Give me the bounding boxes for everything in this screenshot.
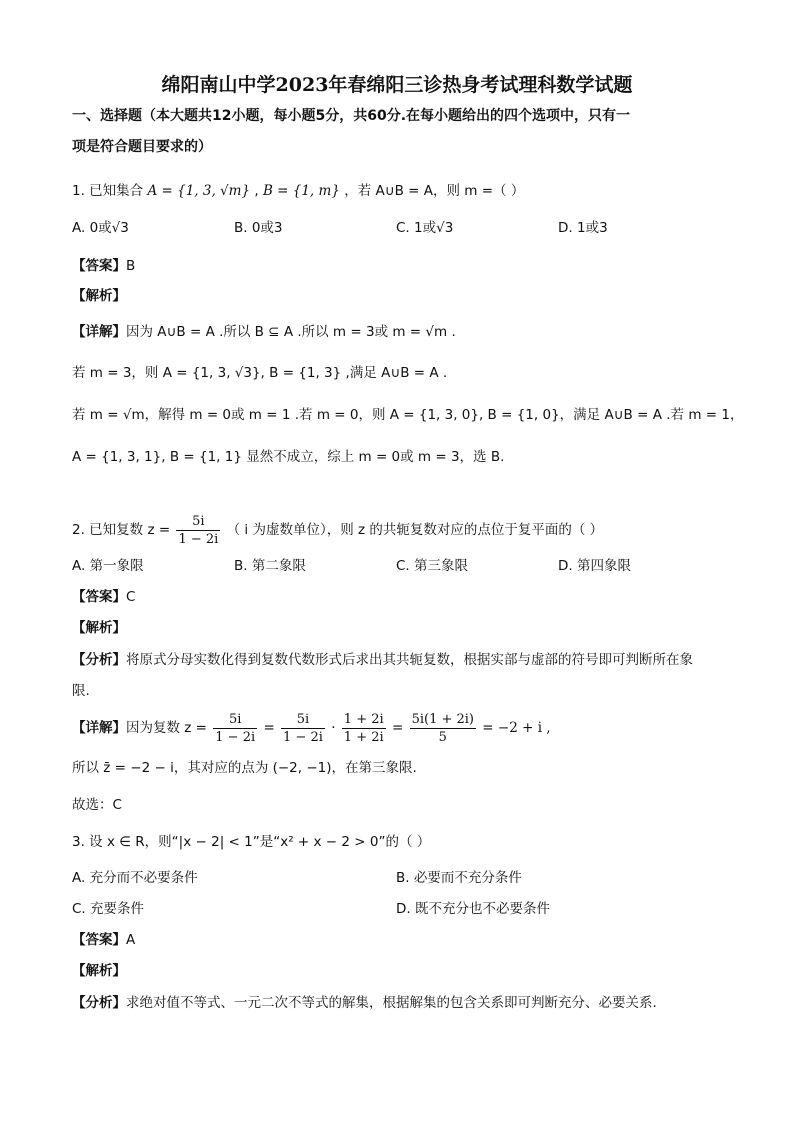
q3-answer-value: A xyxy=(126,932,136,948)
q1-condition: ，若 A∪B = A，则 m =（ ） xyxy=(344,183,525,199)
q1-detail-1-text: 因为 A∪B = A .所以 B ⊆ A .所以 m = 3或 m = √m . xyxy=(126,324,456,340)
q3-stem: 3. 设 x ∈ R，则“|x − 2| < 1”是“x² + x − 2 > 0”的（ ） xyxy=(72,834,431,850)
q2-answer-value: C xyxy=(126,589,136,605)
q2-stem xyxy=(72,510,603,550)
page-title: 绵阳南山中学2023年春绵阳三诊热身考试理科数学试题 xyxy=(161,74,633,96)
q2-detail: 【详解】因为复数 z = $\frac{5i}{1 - 2i}$ = $\frac{5i}{1 - 2i}$ · $\frac{1 + 2i}{1 + 2i}$ = $\frac{5i(1 + 2i)}{5}$ = −2 + i , xyxy=(72,711,551,745)
q2-detail-2: 所以 z̄ = −2 − i，其对应的点为 (−2, −1)，在第三象限. xyxy=(72,760,417,776)
q2-fraction-num: 5i xyxy=(176,513,220,531)
q2-detail-frac-4-num: 5i(1 + 2i) xyxy=(411,711,474,727)
section-heading-line2: 项是符合题目要求的） xyxy=(72,139,212,155)
q3-answer xyxy=(72,930,135,950)
q2-answer xyxy=(72,587,135,607)
q2-stem-b: （ i 为虚数单位），则 z 的共轭复数对应的点位于复平面的（ ） xyxy=(226,522,604,538)
q2-detail-frac-4-den: 5 xyxy=(438,729,447,745)
q2-fenxi-1 xyxy=(72,650,693,670)
q2-option-d: D. 第四象限 xyxy=(558,558,631,574)
q1-set-b: B = {1, m} xyxy=(262,183,340,199)
q2-detail-frac-2 xyxy=(281,711,325,746)
q3-fenxi-1-text: 求绝对值不等式、一元二次不等式的解集，根据解集的包含关系即可判断充分、必要关系. xyxy=(126,995,657,1011)
q1-stem-number: 1. 已知集合 xyxy=(72,183,144,199)
q2-conclusion: 故选：C xyxy=(72,797,122,813)
q1-detail-1 xyxy=(72,322,456,342)
q2-detail-frac-3-num: 1 + 2i xyxy=(343,711,384,727)
q2-detail-frac-2-den: 1 − 2i xyxy=(283,729,323,745)
q1-answer-value: B xyxy=(126,258,136,274)
q1-answer xyxy=(72,256,135,276)
q3-fenxi-1 xyxy=(72,993,657,1013)
q2-detail-post: = −2 + i , xyxy=(482,720,551,736)
q1-set-a: A = {1, 3, √m} xyxy=(147,183,251,199)
q1-analysis-tag: 【解析】 xyxy=(72,288,126,304)
q2-option-a: A. 第一象限 xyxy=(72,558,144,574)
q3-option-a: A. 充分而不必要条件 xyxy=(72,870,198,886)
q3-option-d: D. 既不充分也不必要条件 xyxy=(396,901,550,917)
q2-detail-frac-2-num: 5i xyxy=(281,711,325,729)
q3-fenxi-tag: 【分析】 xyxy=(72,995,126,1011)
q2-option-b: B. 第二象限 xyxy=(234,558,306,574)
q1-answer-tag: 【答案】 xyxy=(72,258,126,274)
q3-analysis-tag: 【解析】 xyxy=(72,963,126,979)
q1-stem: 1. 已知集合 A = {1, 3, √m} , B = {1, m} ，若 A∪B = A，则 m =（ ） xyxy=(72,183,525,199)
q2-detail-frac-1-den: 1 − 2i xyxy=(215,729,256,745)
q3-option-c: C. 充要条件 xyxy=(72,901,145,917)
q2-detail-frac-3-den: 1 + 2i xyxy=(343,729,384,745)
q2-analysis-tag: 【解析】 xyxy=(72,620,126,636)
q2-stem-a: 2. 已知复数 z = xyxy=(72,522,171,538)
q1-option-d: D. 1或3 xyxy=(558,220,608,236)
q2-detail-frac-1 xyxy=(213,711,257,746)
q2-fenxi-tag: 【分析】 xyxy=(72,652,126,668)
q3-option-b: B. 必要而不充分条件 xyxy=(396,870,522,886)
q2-detail-frac-3 xyxy=(342,711,386,746)
q1-detail-tag: 【详解】 xyxy=(72,324,126,340)
q2-detail-frac-1-num: 5i xyxy=(213,711,257,729)
q2-fraction-den: 1 − 2i xyxy=(178,531,219,547)
q2-detail-frac-4 xyxy=(410,711,476,746)
section-heading-line1: 一、选择题（本大题共12小题，每小题5分，共60分.在每小题给出的四个选项中，只有一 xyxy=(72,108,631,124)
q2-fenxi-1-text: 将原式分母实数化得到复数代数形式后求出其共轭复数，根据实部与虚部的符号即可判断所在象 xyxy=(126,652,693,668)
q1-detail-4: A = {1, 3, 1}, B = {1, 1} 显然不成立，综上 m = 0或 m = 3，选 B. xyxy=(72,449,505,465)
q1-option-c: C. 1或√3 xyxy=(396,220,454,236)
q3-answer-tag: 【答案】 xyxy=(72,932,126,948)
q2-fenxi-2: 限. xyxy=(72,683,90,699)
q1-option-a: A. 0或√3 xyxy=(72,220,129,236)
q2-detail-tag: 【详解】 xyxy=(72,720,126,736)
q2-fraction xyxy=(176,513,220,548)
q1-option-b: B. 0或3 xyxy=(234,220,283,236)
q1-detail-2: 若 m = 3，则 A = {1, 3, √3}, B = {1, 3} ,满足 A∪B = A . xyxy=(72,365,448,381)
q1-detail-3: 若 m = √m，解得 m = 0或 m = 1 .若 m = 0，则 A = {1, 3, 0}, B = {1, 0}，满足 A∪B = A .若 m = 1， xyxy=(72,407,744,423)
q2-detail-pre: 因为复数 z = xyxy=(126,720,207,736)
q2-answer-tag: 【答案】 xyxy=(72,589,126,605)
q2-option-c: C. 第三象限 xyxy=(396,558,469,574)
